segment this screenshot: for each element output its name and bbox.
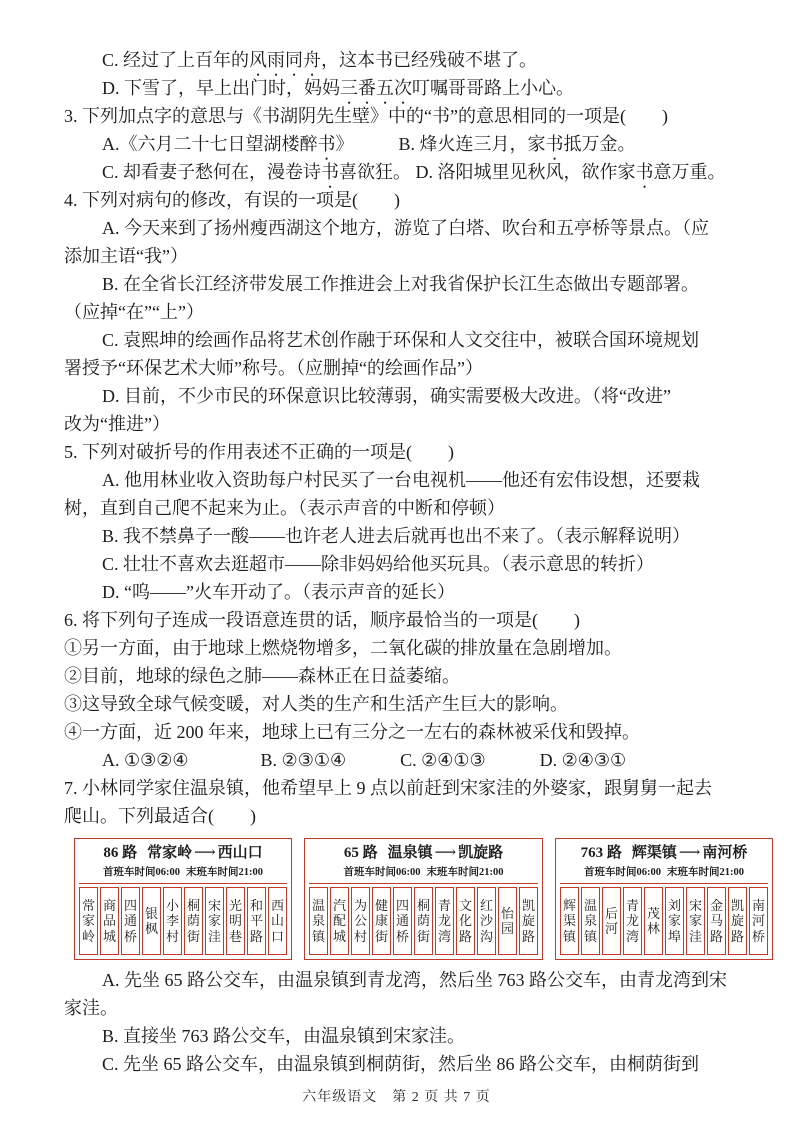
emphasized-text: 书 [317, 134, 336, 154]
text-run: C. 壮壮不喜欢去逛超市——除非妈妈给他买玩具。（表示意思的转折） [102, 554, 655, 574]
text-line [64, 46, 743, 74]
bus-stop-cell [623, 887, 642, 955]
bus-stop-cell [602, 887, 621, 955]
stops-row [309, 887, 538, 955]
text-run: 添加主语“我”） [64, 246, 188, 266]
first-bus-time: 首班车时间06:00 [343, 867, 421, 878]
route-from: 辉渠镇 [631, 845, 677, 861]
bus-stop-name: 凯旋路 [521, 898, 535, 944]
text-line [64, 130, 743, 158]
route-to: 西山口 [217, 845, 263, 861]
route-arrow-icon: ⟶ [678, 845, 701, 861]
bus-route-table-86 [74, 838, 292, 960]
bus-stop-name: 文化路 [458, 898, 472, 944]
route-times [560, 864, 768, 884]
text-line [64, 466, 743, 494]
route-from: 温泉镇 [387, 845, 433, 861]
bus-stop-name: 怡园 [500, 905, 514, 936]
bus-stop-name: 和平路 [249, 898, 263, 944]
text-run: A. 先坐 65 路公交车，由温泉镇到青龙湾，然后坐 763 路公交车，由青龙湾到宋 [102, 970, 727, 990]
bus-stop-cell [142, 887, 161, 955]
bus-stop-name: 桐荫街 [416, 898, 430, 944]
bus-stop-name: 光明巷 [228, 898, 242, 944]
text-line [64, 718, 743, 746]
bus-stop-cell [100, 887, 119, 955]
text-line [64, 994, 743, 1022]
route-header [79, 842, 287, 864]
route-times [309, 864, 538, 884]
text-run: ①另一方面，由于地球上燃烧物增多，二氧化碳的排放量在急剧增加。 [64, 638, 622, 658]
text-line [64, 214, 743, 242]
text-run: 4. 下列对病句的修改，有误的一项是( ) [64, 190, 400, 210]
bus-stop-cell [330, 887, 349, 955]
bus-stop-name: 凯旋路 [730, 898, 744, 944]
text-line [64, 966, 743, 994]
text-run: C. 先坐 65 路公交车，由温泉镇到桐荫街，然后坐 86 路公交车，由桐荫街到 [102, 1054, 700, 1074]
bus-stop-name: 红沙沟 [479, 898, 493, 944]
emphasized-text: 风雨同舟 [249, 50, 322, 70]
stops-row [560, 887, 768, 955]
bus-stop-name: 汽配城 [332, 898, 346, 944]
first-bus-time: 首班车时间06:00 [103, 867, 180, 878]
text-line [64, 606, 743, 634]
answer-options-bottom [64, 966, 743, 1078]
text-run: C. 袁熙坤的绘画作品将艺术创作融于环保和人文交往中，被联合国环境规划 [102, 330, 700, 350]
bus-stop-name: 宋家洼 [688, 898, 702, 944]
text-line [64, 550, 743, 578]
text-line [64, 1050, 743, 1078]
text-line [64, 354, 743, 382]
text-run: 爬山。下列最适合( ) [64, 806, 256, 826]
text-run: ③这导致全球气候变暖，对人类的生产和生活产生巨大的影响。 [64, 694, 568, 714]
text-run: B. 在全省长江经济带发展工作推进会上对我省保护长江生态做出专题部署。 [102, 274, 700, 294]
bus-stop-name: 温泉镇 [583, 898, 597, 944]
page-footer: 六年级语文 第 2 页 共 7 页 [302, 1090, 491, 1105]
text-run: ④一方面，近 200 年来，地球上已有三分之一左右的森林被采伐和毁掉。 [64, 722, 640, 742]
bus-stop-name: 四通桥 [395, 898, 409, 944]
bus-stop-name: 四通桥 [123, 898, 137, 944]
text-line [64, 410, 743, 438]
text-run: C. 却看妻子愁何在，漫卷诗 [102, 162, 322, 182]
text-run: 意万重。 [653, 162, 726, 182]
route-to: 南河桥 [702, 845, 748, 861]
text-run: 喜欲狂。 D. 洛阳城里见秋风，欲作家 [339, 162, 636, 182]
bus-stop-cell [477, 887, 496, 955]
bus-stop-cell [226, 887, 245, 955]
text-line [64, 242, 743, 270]
text-run: B. 直接坐 763 路公交车，由温泉镇到宋家洼。 [102, 1026, 466, 1046]
bus-stop-cell [268, 887, 287, 955]
text-line [64, 326, 743, 354]
route-from: 常家岭 [147, 845, 193, 861]
text-run: 6. 将下列句子连成一段语意连贯的话，顺序最恰当的一项是( ) [64, 610, 580, 630]
bus-stop-cell [644, 887, 663, 955]
bus-stop-cell [456, 887, 475, 955]
route-arrow-icon: ⟶ [434, 845, 457, 861]
bus-stop-cell [351, 887, 370, 955]
emphasized-text: 书 [545, 134, 564, 154]
bus-stop-name: 青龙湾 [437, 898, 451, 944]
bus-stop-cell [560, 887, 579, 955]
bus-stop-cell [79, 887, 98, 955]
text-line [64, 746, 743, 774]
bus-stop-name: 西山口 [270, 898, 284, 944]
text-run: A. 今天来到了扬州瘦西湖这个地方，游览了白塔、吹台和五亭桥等景点。（应 [102, 218, 709, 238]
bus-stop-cell [121, 887, 140, 955]
text-line [64, 774, 743, 802]
bus-stop-cell [707, 887, 726, 955]
bus-stop-cell [163, 887, 182, 955]
last-bus-time: 末班车时间21:00 [186, 867, 263, 878]
route-header [560, 842, 768, 864]
bus-stop-cell [205, 887, 224, 955]
bus-stop-name: 青龙湾 [625, 898, 639, 944]
bus-stop-name: 商品城 [102, 898, 116, 944]
text-line [64, 802, 743, 830]
text-run: A. 他用林业收入资助每户村民买了一台电视机——他还有宏伟设想，还要栽 [102, 470, 700, 490]
text-run: 家洼。 [64, 998, 118, 1018]
text-run: ②目前，地球的绿色之肺——森林正在日益萎缩。 [64, 666, 460, 686]
text-run: C. 经过了上百年的 [102, 50, 250, 70]
text-run: A. ①③②④ B. ②③①④ C. ②④①③ D. ②④③① [102, 750, 627, 770]
last-bus-time: 末班车时间21:00 [426, 867, 504, 878]
text-run: A.《六月二十七日望湖楼醉 [102, 134, 318, 154]
text-run: 3. 下列加点字的意思与《书湖阴先生壁》中的“书”的意思相同的一项是( ) [64, 106, 668, 126]
text-run: 抵万金。 [563, 134, 636, 154]
bus-route-tables [74, 838, 765, 960]
bus-stop-cell [728, 887, 747, 955]
route-number: 763 路 [580, 845, 622, 861]
text-run: D. “呜——”火车开动了。（表示声音的延长） [102, 582, 455, 602]
bus-stop-cell [498, 887, 517, 955]
text-line [64, 634, 743, 662]
text-line [64, 690, 743, 718]
route-header [309, 842, 538, 864]
document-body [64, 46, 765, 1078]
bus-stop-cell [414, 887, 433, 955]
bus-stop-name: 银枫 [144, 905, 158, 936]
bus-stop-name: 茂林 [646, 905, 660, 936]
last-bus-time: 末班车时间21:00 [667, 867, 744, 878]
bus-stop-name: 金马路 [709, 898, 723, 944]
text-run: ，这本书已经残破不堪了。 [321, 50, 538, 70]
text-run: 树，直到自己爬不起来为止。（表示声音的中断和停顿） [64, 498, 505, 518]
route-arrow-icon: ⟶ [194, 845, 216, 861]
bus-stop-name: 辉渠镇 [562, 898, 576, 944]
text-run: （应掉“在”“上”） [64, 302, 204, 322]
route-number: 65 路 [343, 845, 378, 861]
text-run: 7. 小林同学家住温泉镇，他希望早上 9 点以前赶到宋家洼的外婆家，跟舅舅一起去 [64, 778, 712, 798]
text-line [64, 578, 743, 606]
text-line [64, 662, 743, 690]
route-number: 86 路 [103, 845, 138, 861]
bus-stop-name: 温泉镇 [311, 898, 325, 944]
text-run: D. 目前，不少市民的环保意识比较薄弱，确实需要极大改进。（将“改进” [102, 386, 671, 406]
questions-top [64, 46, 743, 830]
text-line [64, 158, 743, 186]
bus-route-table-65 [304, 838, 543, 960]
text-run: 》 B. 烽火连三月，家 [335, 134, 546, 154]
text-line [64, 74, 743, 102]
text-run: 署授予“环保艺术大师”称号。（应删掉“的绘画作品”） [64, 358, 483, 378]
bus-stop-name: 为公村 [353, 898, 367, 944]
emphasized-text: 三番五次 [340, 78, 412, 98]
bus-stop-cell [519, 887, 538, 955]
text-line [64, 298, 743, 326]
bus-stop-name: 南河桥 [751, 898, 765, 944]
text-line [64, 438, 743, 466]
text-line [64, 270, 743, 298]
bus-stop-cell [665, 887, 684, 955]
route-to: 凯旋路 [458, 845, 504, 861]
bus-stop-name: 刘家埠 [667, 898, 681, 944]
bus-stop-cell [435, 887, 454, 955]
bus-stop-name: 后河 [604, 905, 618, 936]
bus-stop-cell [393, 887, 412, 955]
text-run: D. 下雪了，早上出门时，妈妈 [102, 78, 340, 98]
bus-stop-cell [581, 887, 600, 955]
bus-stop-cell [372, 887, 391, 955]
text-run: 改为“推进”） [64, 414, 170, 434]
route-times [79, 864, 287, 884]
text-run: 叮嘱哥哥路上小心。 [412, 78, 574, 98]
bus-stop-cell [749, 887, 768, 955]
text-line [64, 1022, 743, 1050]
bus-stop-name: 常家岭 [81, 898, 95, 944]
text-line [64, 186, 743, 214]
bus-stop-name: 桐荫街 [186, 898, 200, 944]
emphasized-text: 书 [321, 162, 340, 182]
emphasized-text: 书 [635, 162, 654, 182]
text-line [64, 102, 743, 130]
bus-stop-cell [247, 887, 266, 955]
stops-row [79, 887, 287, 955]
text-line [64, 522, 743, 550]
text-run: B. 我不禁鼻子一酸——也许老人进去后就再也出不来了。（表示解释说明） [102, 526, 691, 546]
bus-route-table-763 [555, 838, 773, 960]
bus-stop-cell [309, 887, 328, 955]
bus-stop-name: 小李村 [165, 898, 179, 944]
text-run: 5. 下列对破折号的作用表述不正确的一项是( ) [64, 442, 454, 462]
bus-stop-cell [184, 887, 203, 955]
bus-stop-name: 健康街 [374, 898, 388, 944]
text-line [64, 494, 743, 522]
text-line [64, 382, 743, 410]
first-bus-time: 首班车时间06:00 [584, 867, 661, 878]
bus-stop-name: 宋家洼 [207, 898, 221, 944]
bus-stop-cell [686, 887, 705, 955]
